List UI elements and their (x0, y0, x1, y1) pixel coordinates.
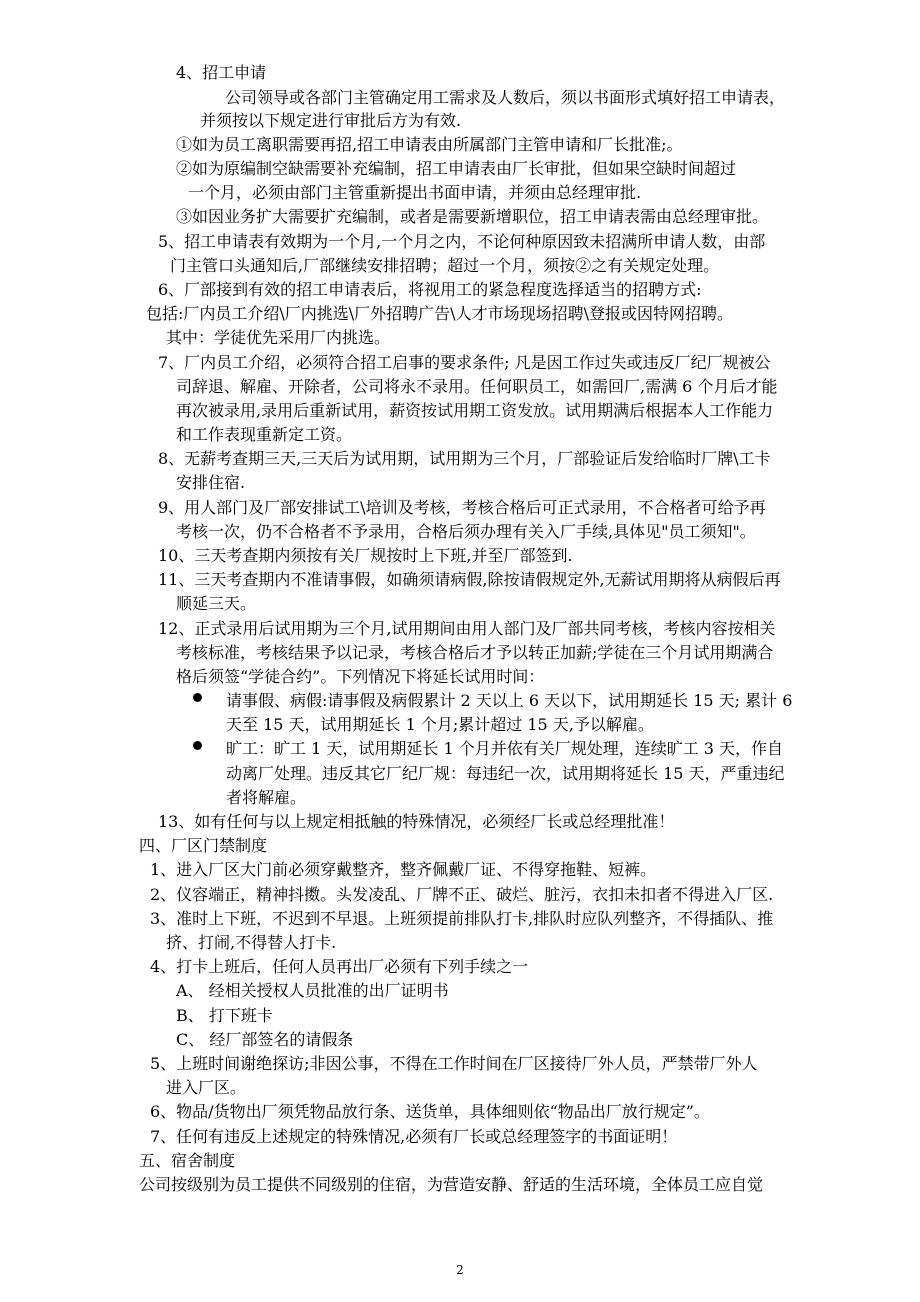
text-line: 公司按级别为员工提供不同级别的住宿，为营造安静、舒适的生活环境，全体员工应自觉 (139, 1175, 764, 1194)
text-line: 天至 15 天，试用期延长 1 个月;累计超过 15 天,予以解雇。 (226, 715, 654, 734)
text-line: 公司领导或各部门主管确定用工需求及人数后，须以书面形式填好招工申请表， (225, 88, 786, 107)
text-line: 9、用人部门及厂部安排试工\培训及考核，考核合格后可正式录用，不合格者可给予再 (158, 498, 766, 517)
text-line: 10、三天考查期内须按有关厂规按时上下班,并至厂部签到. (158, 546, 573, 565)
text-line: A、 经相关授权人员批准的出厂证明书 (176, 981, 449, 1000)
text-line: 安排住宿. (176, 473, 246, 492)
text-line: 8、无薪考查期三天,三天后为试用期，试用期为三个月，厂部验证后发给临时厂牌\工卡 (158, 449, 771, 468)
text-line: ②如为原编制空缺需要补充编制，招工申请表由厂长审批，但如果空缺时间超过 (176, 159, 737, 178)
text-line: 12、正式录用后试用期为三个月,试用期间由用人部门及厂部共同考核，考核内容按相关 (158, 619, 776, 638)
text-line: 2、仪容端正，精神抖擞。头发凌乱、厂牌不正、破烂、脏污，衣扣未扣者不得进入厂区. (150, 885, 774, 904)
text-line: 5、招工申请表有效期为一个月,一个月之内，不论何种原因致未招满所申请人数，由部 (158, 232, 766, 251)
text-line: ①如为员工离职需要再招,招工申请表由所属部门主管申请和厂长批准;。 (176, 135, 683, 154)
text-line: 顺延三天。 (176, 594, 257, 613)
text-line: 4、招工申请 (176, 63, 267, 82)
text-line: 再次被录用,录用后重新试用，薪资按试用期工资发放。试用期满后根据本人工作能力 (176, 401, 774, 420)
text-line: 司辞退、解雇、开除者，公司将永不录用。任何职员工，如需回厂,需满 6 个月后才能 (176, 377, 778, 396)
text-line: 5、上班时间谢绝探访;非因公事，不得在工作时间在厂区接待厂外人员，严禁带厂外人 (150, 1054, 758, 1073)
text-line: 考核标准，考核结果予以记录，考核合格后才予以转正加薪;学徒在三个月试用期满合 (176, 643, 774, 662)
text-line: 包括:厂内员工介绍\厂内挑选\厂外招聘广告\人才市场现场招聘\登报或因特网招聘。 (146, 304, 733, 323)
text-line: 挤、打闹,不得替人打卡. (166, 933, 337, 952)
bullet-icon (193, 741, 202, 750)
text-line: 13、如有任何与以上规定相抵触的特殊情况，必须经厂长或总经理批准！ (158, 812, 675, 831)
page-number: 2 (456, 1263, 464, 1277)
text-line: 并须按以下规定进行审批后方为有效. (200, 111, 462, 130)
section-heading: 四、厂区门禁制度 (139, 836, 268, 855)
text-line: C、 经厂部签名的请假条 (176, 1030, 354, 1049)
text-line: 旷工：旷工 1 天，试用期延长 1 个月并依有关厂规处理，连续旷工 3 天，作自 (226, 739, 784, 758)
text-line: 动离厂处理。违反其它厂纪厂规：每违纪一次，试用期将延长 15 天，严重违纪 (226, 764, 785, 783)
text-line: 3、准时上下班，不迟到不早退。上班须提前排队打卡,排队时应队列整齐，不得插队、推 (150, 909, 774, 928)
text-line: 门主管口头通知后,厂部继续安排招聘；超过一个月，须按②之有关规定处理。 (170, 256, 720, 275)
text-line: 6、物品/货物出厂须凭物品放行条、送货单，具体细则依“物品出厂放行规定”。 (150, 1102, 710, 1121)
text-line: 格后须签“学徒合约”。下列情况下将延长试用时间： (176, 667, 545, 686)
text-line: 者将解雇。 (226, 788, 307, 807)
text-line: 4、打卡上班后，任何人员再出厂必须有下列手续之一 (150, 957, 529, 976)
text-line: 请事假、病假:请事假及病假累计 2 天以上 6 天以下，试用期延长 15 天; 累计 6 (226, 691, 793, 710)
text-line: ③如因业务扩大需要扩充编制，或者是需要新增职位，招工申请表需由总经理审批。 (176, 207, 769, 226)
text-line: 和工作表现重新定工资。 (176, 425, 353, 444)
text-line: 1、进入厂区大门前必须穿戴整齐，整齐佩戴厂证、不得穿拖鞋、短裤。 (150, 860, 657, 879)
text-line: 11、三天考查期内不准请事假，如确须请病假,除按请假规定外,无薪试用期将从病假后再 (158, 570, 781, 589)
text-line: 考核一次，仍不合格者不予录用，合格后须办理有关入厂手续,具体见"员工须知"。 (176, 522, 756, 541)
text-line: 7、厂内员工介绍，必须符合招工启事的要求条件; 凡是因工作过失或违反厂纪厂规被公 (158, 353, 771, 372)
section-heading: 五、宿舍制度 (139, 1151, 236, 1170)
bullet-icon (193, 693, 202, 702)
text-line: 一个月，必须由部门主管重新提出书面申请，并须由总经理审批. (188, 183, 642, 202)
text-line: B、 打下班卡 (176, 1006, 273, 1025)
text-line: 6、厂部接到有效的招工申请表后，将视用工的紧急程度选择适当的招聘方式: (158, 280, 702, 299)
text-line: 进入厂区。 (166, 1078, 247, 1097)
text-line: 7、任何有违反上述规定的特殊情况,必须有厂长或总经理签字的书面证明！ (150, 1127, 678, 1146)
text-line: 其中：学徒优先采用厂内挑选。 (166, 328, 391, 347)
